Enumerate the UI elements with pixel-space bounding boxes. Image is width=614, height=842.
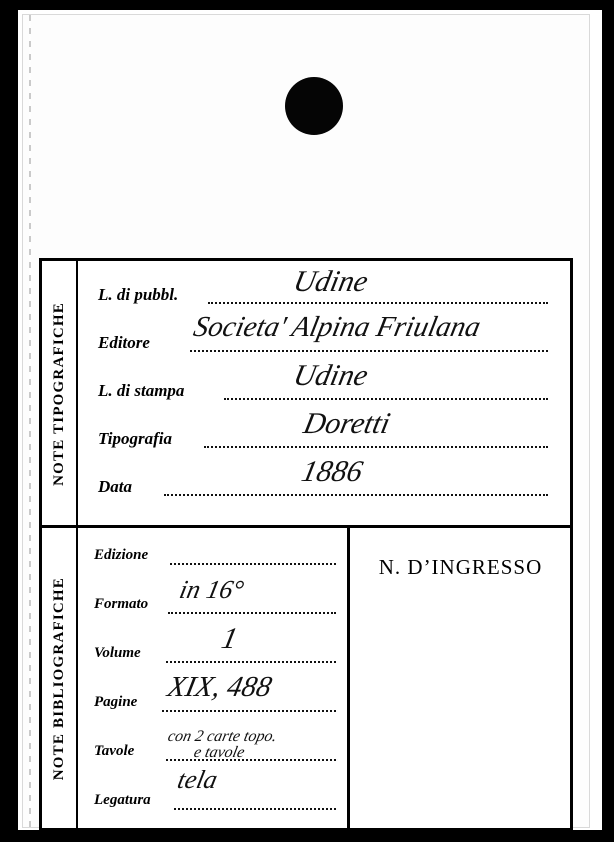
field-dotted-rule xyxy=(162,708,336,712)
field-value-place-of-publication[interactable]: Udine xyxy=(290,265,371,298)
section-caption-bibliographic xyxy=(42,528,78,829)
field-dotted-rule xyxy=(166,659,336,663)
field-dotted-rule xyxy=(164,492,548,496)
field-value-format[interactable]: in 16° xyxy=(177,575,247,604)
field-dotted-rule xyxy=(204,444,548,448)
field-label-volume: Volume xyxy=(94,645,141,661)
field-row-place-of-printing xyxy=(98,359,550,413)
field-label-printer: Tipografia xyxy=(98,429,172,448)
card-form-box xyxy=(39,258,573,831)
section-caption-typographic-label: NOTE TIPOGRAFICHE xyxy=(50,301,67,486)
field-row-publisher xyxy=(98,311,550,365)
field-dotted-rule xyxy=(190,348,548,352)
bibliographic-notes-section xyxy=(80,528,570,829)
section-caption-typographic xyxy=(42,261,78,526)
field-value-pages[interactable]: XIX, 488 xyxy=(164,671,275,703)
field-value-plates[interactable]: con 2 carte topo. xyxy=(166,728,279,745)
field-value-publisher[interactable]: Societa' Alpina Friulana xyxy=(190,311,484,343)
field-dotted-rule xyxy=(208,300,548,304)
scan-border-bottom xyxy=(0,830,614,842)
field-value-place-of-printing[interactable]: Udine xyxy=(290,359,371,392)
field-value-plates-secondary[interactable]: e tavole xyxy=(192,744,247,761)
field-value-binding[interactable]: tela xyxy=(175,765,221,794)
field-row-binding xyxy=(94,765,340,820)
catalogue-card xyxy=(22,14,590,828)
bibliographic-fields xyxy=(80,528,350,829)
field-label-publisher: Editore xyxy=(98,333,150,352)
field-row-edition xyxy=(94,534,340,575)
field-value-date[interactable]: 1886 xyxy=(298,455,366,488)
typographic-notes-section xyxy=(80,261,570,525)
field-row-place-of-publication xyxy=(98,265,550,317)
field-row-volume xyxy=(94,622,340,673)
scan-artifact-streak xyxy=(29,15,31,827)
entry-number-panel xyxy=(351,528,570,829)
field-row-date xyxy=(98,455,550,509)
section-caption-bibliographic-label: NOTE BIBLIOGRAFICHE xyxy=(50,576,67,781)
field-row-pages xyxy=(94,671,340,722)
scan-border-right xyxy=(602,0,614,842)
field-label-place-of-printing: L. di stampa xyxy=(98,381,185,400)
field-label-format: Formato xyxy=(94,596,149,612)
field-dotted-rule xyxy=(224,396,548,400)
field-label-pages: Pagine xyxy=(94,694,138,710)
field-row-printer xyxy=(98,407,550,461)
scan-border-left xyxy=(0,0,18,842)
field-dotted-rule xyxy=(168,610,336,614)
field-value-volume[interactable]: 1 xyxy=(218,622,241,655)
scan-border-top xyxy=(0,0,614,10)
field-row-format xyxy=(94,575,340,624)
field-dotted-rule xyxy=(174,806,336,810)
field-value-printer[interactable]: Doretti xyxy=(300,407,394,440)
field-label-place-of-publication: L. di pubbl. xyxy=(98,285,179,304)
punch-hole xyxy=(285,77,343,135)
field-label-plates: Tavole xyxy=(94,743,135,759)
field-dotted-rule xyxy=(170,561,336,565)
field-label-edition: Edizione xyxy=(94,547,149,563)
entry-number-title: N. D’INGRESSO xyxy=(378,555,543,579)
field-label-binding: Legatura xyxy=(94,792,151,808)
field-label-date: Data xyxy=(98,477,132,496)
